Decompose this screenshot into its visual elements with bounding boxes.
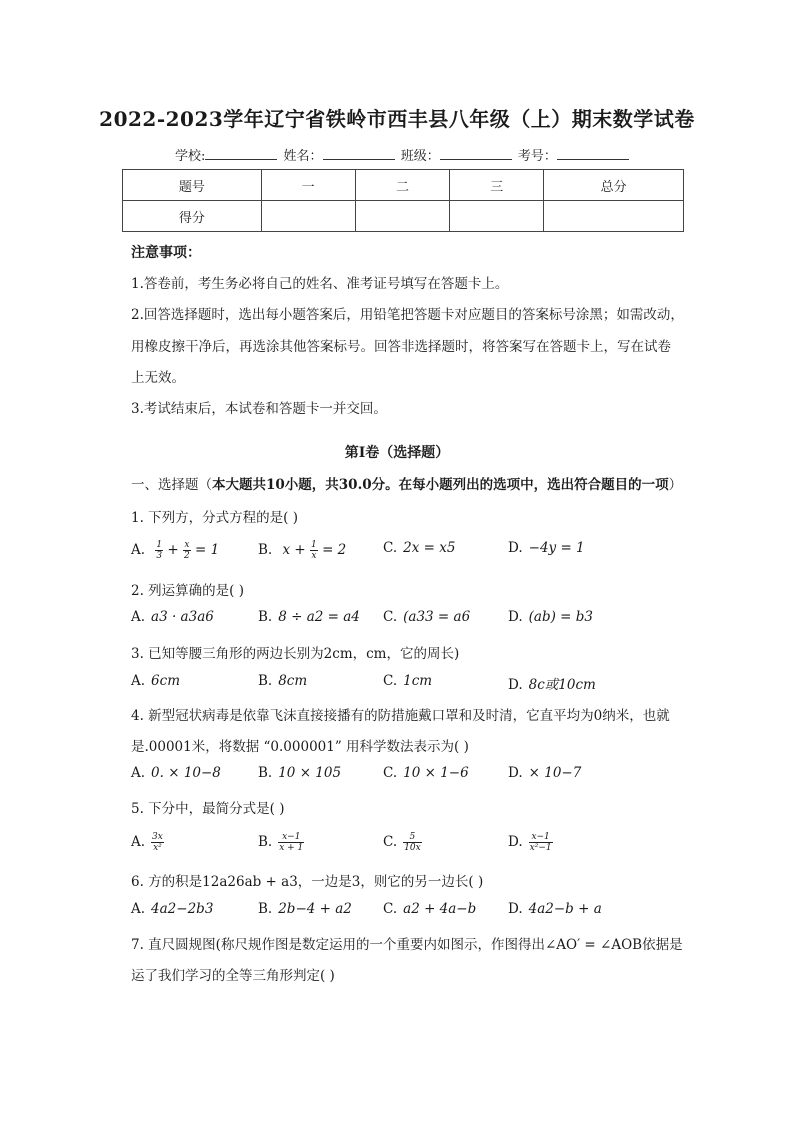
expression: a2 + 4a−b (403, 901, 477, 917)
option-a[interactable] (131, 673, 180, 689)
expression: 2b−4 + a2 (278, 901, 352, 917)
expression: × 10−7 (528, 765, 582, 781)
option-a[interactable] (131, 832, 164, 853)
school-blank[interactable] (205, 148, 277, 160)
question-stem-cont: 是.00001米，将数据 “0.000001” 用科学数法表示为( ) (131, 739, 469, 755)
class-blank[interactable] (440, 148, 512, 160)
numerator: 1 (311, 540, 317, 550)
table-cell: 三 (450, 170, 544, 201)
expression: 10 × 1−6 (403, 765, 469, 781)
option-d[interactable] (508, 832, 553, 853)
class-label: 班级： (400, 149, 440, 164)
name-blank[interactable] (323, 148, 395, 160)
option-b[interactable] (258, 673, 307, 689)
table-cell: 题号 (123, 170, 262, 201)
option-label: B. (258, 609, 273, 625)
part-description: 本大题共10小题，共30.0分。在每小题列出的选项中，选出符合题目的一项 (212, 477, 669, 493)
question-stem: 5. 下分中，最简分式是( ) (131, 801, 285, 817)
option-label: C. (383, 673, 398, 689)
note-line: 上无效。 (131, 370, 185, 386)
table-cell[interactable] (544, 201, 684, 232)
option-label: C. (383, 834, 398, 850)
option-d[interactable] (508, 540, 585, 556)
part-title (131, 473, 682, 493)
table-cell: 总分 (544, 170, 684, 201)
section-title: 第I卷（选择题） (344, 445, 450, 461)
question-stem: 2. 列运算确的是( ) (131, 583, 244, 599)
option-b[interactable] (258, 540, 346, 561)
option-label: D. (508, 677, 523, 693)
option-label: A. (131, 765, 146, 781)
numerator: 1 (156, 540, 163, 550)
option-c[interactable] (383, 832, 422, 853)
option-c[interactable] (383, 765, 469, 781)
option-c[interactable] (383, 673, 432, 689)
numerator: x (184, 540, 190, 550)
expression: = 1 (195, 542, 220, 558)
table-cell: 得分 (123, 201, 262, 232)
question-stem: 6. 方的积是12a26ab + a3，一边是3，则它的另一边长( ) (131, 874, 484, 890)
denominator: 2 (183, 551, 190, 561)
note-line: 3.考试结束后，本试卷和答题卡一并交回。 (131, 401, 387, 417)
option-label: C. (383, 609, 398, 625)
expression: a3 · a3a6 (151, 609, 214, 625)
numerator: 3x (152, 832, 163, 842)
expression: 1cm (403, 673, 433, 689)
option-b[interactable] (258, 609, 360, 625)
option-label: D. (508, 540, 523, 556)
question-options (131, 673, 691, 695)
question-stem: 4. 新型冠状病毒是依靠飞沫直接接播有的防措施戴口罩和及时清，它直平均为0纳米，也就 (131, 708, 670, 724)
question-stem: 3. 已知等腰三角形的两边长别为2cm，cm，它的周长) (131, 646, 460, 662)
option-label: D. (508, 834, 523, 850)
option-label: A. (131, 609, 146, 625)
denominator: 3 (156, 551, 163, 561)
denominator: x + 1 (279, 843, 304, 853)
question-stem: 1. 下列方，分式方程的是( ) (131, 510, 298, 526)
table-cell: 二 (355, 170, 450, 201)
expression: 10 × 105 (278, 765, 342, 781)
denominator: x² (153, 843, 162, 853)
fraction (278, 832, 304, 853)
option-label: C. (383, 765, 398, 781)
option-label: B. (258, 673, 273, 689)
numerator: 5 (403, 832, 422, 843)
fraction (310, 540, 318, 561)
expression: −4y = 1 (528, 540, 585, 556)
denominator: x (311, 551, 317, 561)
page-title: 2022-2023学年辽宁省铁岭市西丰县八年级（上）期末数学试卷 (99, 107, 695, 131)
question-options (131, 765, 691, 787)
numerator: x−1 (278, 832, 304, 843)
option-label: A. (131, 673, 146, 689)
note-line: 1.答卷前，考生务必将自己的姓名、准考证号填写在答题卡上。 (131, 276, 509, 292)
expression: (ab) = b3 (528, 609, 593, 625)
option-label: A. (131, 901, 146, 917)
option-label: C. (383, 901, 398, 917)
table-cell[interactable] (355, 201, 450, 232)
table-cell[interactable] (261, 201, 355, 232)
option-a[interactable] (131, 901, 213, 917)
score-table (122, 169, 684, 232)
option-d[interactable] (508, 609, 593, 625)
question-options (131, 832, 691, 854)
option-label: B. (258, 542, 273, 558)
option-d[interactable] (508, 901, 602, 917)
expression: (a33 = a6 (403, 609, 471, 625)
operator: + (167, 542, 179, 558)
option-b[interactable] (258, 832, 304, 853)
name-label: 姓名： (283, 149, 323, 164)
fraction (529, 832, 553, 853)
option-a[interactable] (131, 609, 214, 625)
option-label: D. (508, 609, 523, 625)
school-label: 学校: (175, 149, 206, 164)
expression: 8c或10cm (528, 677, 596, 693)
denominator: x²−1 (529, 843, 552, 853)
expression: 8 ÷ a2 = a4 (278, 609, 360, 625)
note-line: 2.回答选择题时，选出每小题答案后，用铅笔把答题卡对应题目的答案标号涂黑；如需改动， (131, 307, 684, 323)
option-label: A. (131, 834, 146, 850)
option-label: B. (258, 901, 273, 917)
option-b[interactable] (258, 901, 352, 917)
fraction (403, 832, 422, 853)
exam-no-label: 考号： (517, 149, 557, 164)
expression: 4a2−2b3 (151, 901, 214, 917)
option-c[interactable] (383, 901, 476, 917)
option-d[interactable] (508, 765, 581, 781)
fraction (155, 540, 163, 561)
option-b[interactable] (258, 765, 341, 781)
option-label: B. (258, 834, 273, 850)
numerator: x−1 (529, 832, 553, 843)
question-options (131, 901, 691, 923)
expression: 2x = x5 (403, 540, 456, 556)
option-d[interactable] (508, 673, 596, 693)
option-label: D. (508, 901, 523, 917)
question-options (131, 609, 691, 631)
option-label: B. (258, 765, 273, 781)
option-a[interactable] (131, 765, 221, 781)
question-options (131, 540, 691, 562)
part-prefix: 一、选择题（ (131, 477, 212, 493)
expression: x + (282, 542, 306, 558)
student-info-line (175, 145, 631, 164)
expression: = 2 (322, 542, 347, 558)
notes-title: 注意事项： (131, 245, 201, 261)
expression: 0. × 10−8 (151, 765, 221, 781)
option-c[interactable] (383, 609, 470, 625)
exam-no-blank[interactable] (557, 148, 629, 160)
note-line: 用橡皮擦干净后，再选涂其他答案标号。回答非选择题时，将答案写在答题卡上，写在试卷 (131, 339, 671, 355)
score-table-score-row (123, 201, 684, 232)
score-table-header-row (123, 170, 684, 201)
option-c[interactable] (383, 540, 455, 556)
option-a[interactable] (131, 540, 219, 561)
table-cell[interactable] (450, 201, 544, 232)
question-stem: 7. 直尺圆规图(称尺规作图是数定运用的一个重要内如图示，作图得出∠AO′ = ∠AOB依据是 (131, 937, 683, 953)
option-label: A. (131, 542, 146, 558)
expression: 8cm (278, 673, 308, 689)
denominator: 10x (404, 843, 421, 853)
expression: 4a2−b + a (528, 901, 602, 917)
part-suffix: ） (668, 477, 683, 493)
question-stem-cont: 运了我们学习的全等三角形判定( ) (131, 968, 335, 984)
expression: 6cm (151, 673, 180, 689)
fraction (151, 832, 164, 853)
fraction (183, 540, 191, 561)
table-cell: 一 (261, 170, 355, 201)
option-label: D. (508, 765, 523, 781)
option-label: C. (383, 540, 398, 556)
